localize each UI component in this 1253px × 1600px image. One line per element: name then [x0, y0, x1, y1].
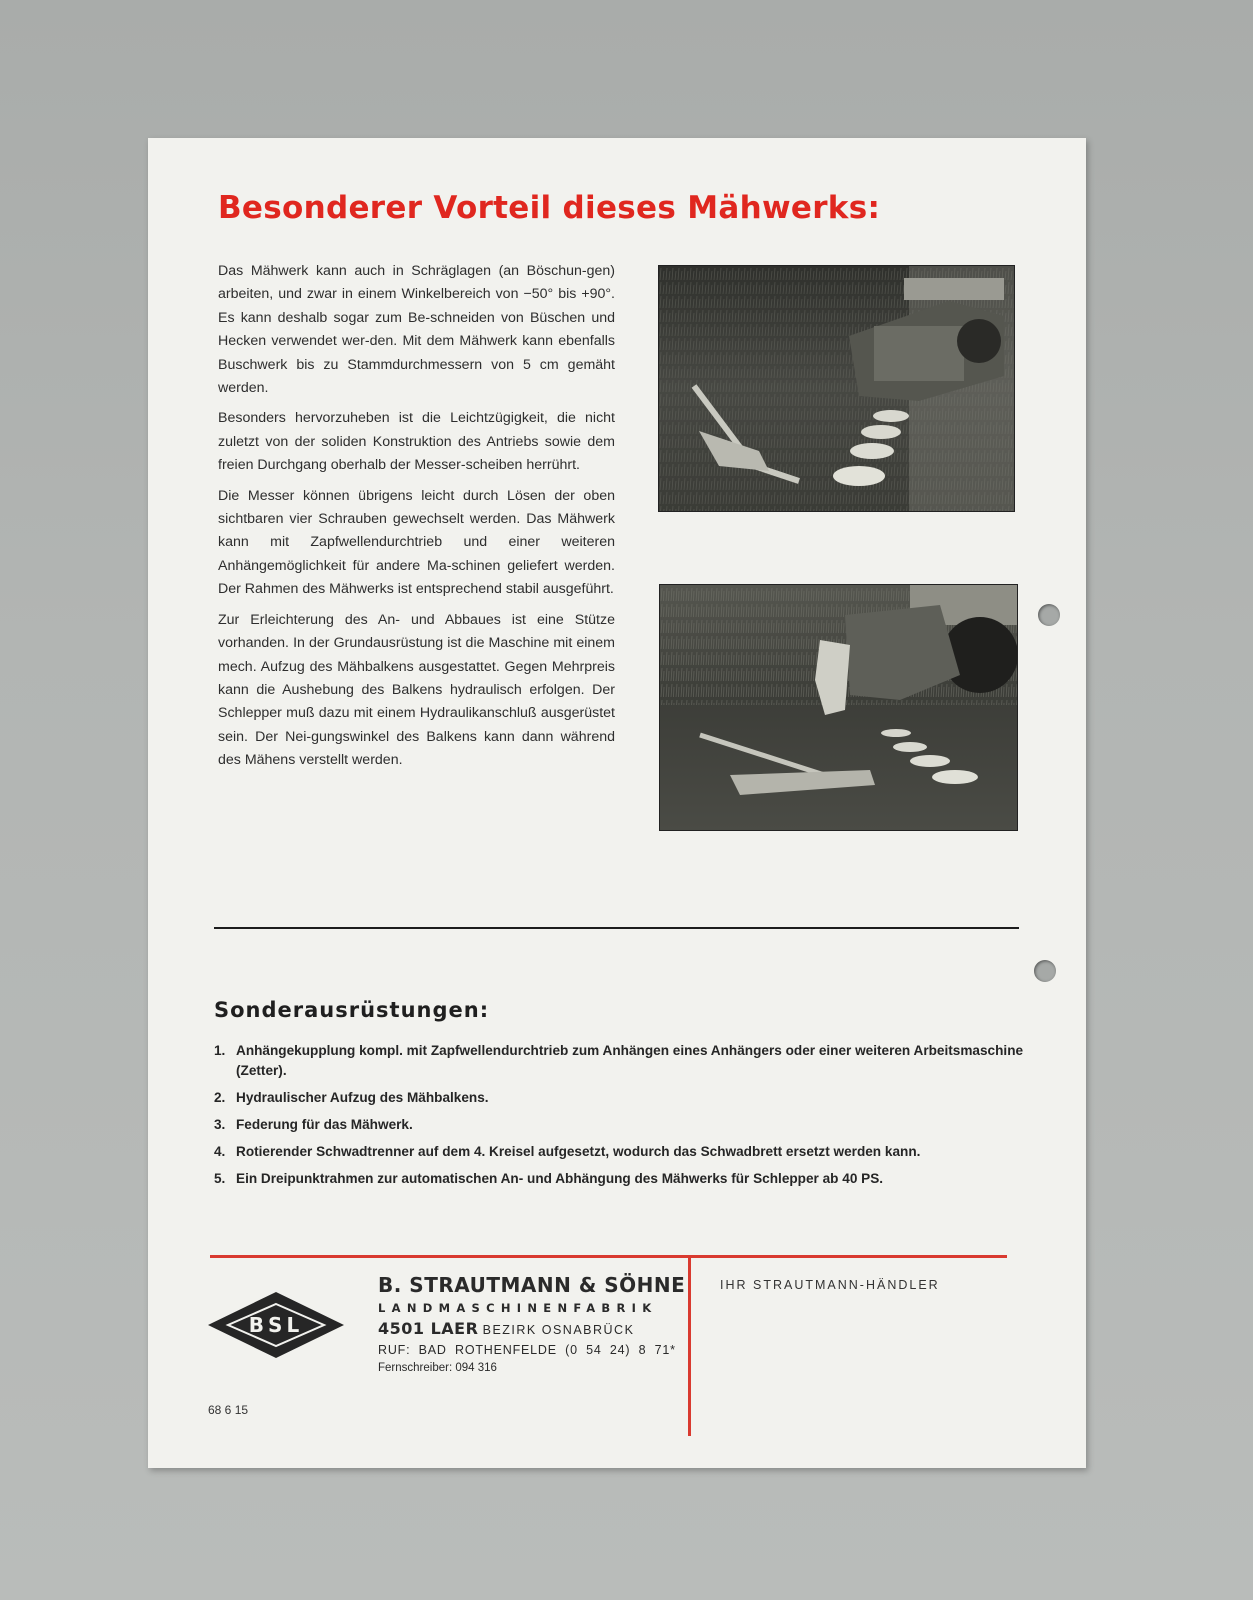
bsl-logo-icon — [206, 1290, 346, 1360]
brochure-page — [148, 138, 1086, 1468]
paragraph: Zur Erleichterung des An- und Abbaues ist eine Stütze vorhanden. In der Grundausrüstung ist die Maschine mit einem mech. Aufzug des Mähbalkens ausgestattet. Gegen Mehrpreis kann die Aushebung des Balkens hydraulisch erfolgen. Der Schlepper muß dazu mit einem Hydraulikanschluß ausgerüstet sein. Der Nei-gungswinkel des Balkens kann dann während des Mähens verstellt werden. — [218, 611, 615, 769]
list-item — [214, 1088, 1034, 1108]
special-equipment-title: Sonderausrüstungen: — [214, 998, 490, 1022]
district: BEZIRK OSNABRÜCK — [482, 1323, 635, 1337]
company-phone: RUF: BAD ROTHENFELDE (0 54 24) 8 71* — [378, 1343, 676, 1357]
mower-photo-1 — [658, 265, 1015, 512]
mower-photo-1-image — [659, 266, 1014, 511]
paragraph: Besonders hervorzuheben ist die Leichtzügigkeit, die nicht zuletzt von der soliden Konstruktion des Antriebs sowie dem freien Durchgang oberhalb der Messer-scheiben herrührt. — [218, 410, 615, 474]
item-text: Hydraulischer Aufzug des Mähbalkens. — [236, 1090, 489, 1105]
item-number: 1. — [214, 1043, 226, 1058]
bsl-logo — [206, 1290, 346, 1365]
mower-photo-2-image — [660, 585, 1017, 830]
list-item — [214, 1142, 1034, 1162]
footer-rule — [210, 1255, 1007, 1258]
body-text — [218, 260, 615, 780]
page-headline: Besonderer Vorteil dieses Mähwerks: — [218, 190, 881, 226]
dealer-label: IHR STRAUTMANN-HÄNDLER — [720, 1278, 940, 1292]
item-text: Anhängekupplung kompl. mit Zapfwellendurchtrieb zum Anhängen eines Anhängers oder einer weiteren Arbeitsmaschine (Zetter). — [236, 1043, 1024, 1078]
company-telex: Fernschreiber: 094 316 — [378, 1362, 497, 1374]
item-number: 2. — [214, 1090, 226, 1105]
paragraph: Das Mähwerk kann auch in Schräglagen (an Böschun-gen) arbeiten, und zwar in einem Winkelbereich von −50° bis +90°. Es kann deshalb sogar zum Be-schneiden von Büschen und Hecken verwendet wer-den. Mit dem Mähwerk kann ebenfalls Buschwerk bis zu Stammdurchmessern von 5 cm gemäht werden. — [218, 263, 615, 397]
divider-line — [214, 927, 1019, 929]
item-number: 3. — [214, 1117, 226, 1132]
company-city — [378, 1318, 685, 1341]
list-item — [214, 1115, 1034, 1135]
postcode-city: 4501 LAER — [378, 1319, 479, 1338]
company-name: B. STRAUTMANN & SÖHNE — [378, 1273, 686, 1297]
logo-text: BSL — [248, 1313, 304, 1337]
punch-hole — [1038, 604, 1060, 626]
list-item — [214, 1169, 1034, 1189]
item-number: 5. — [214, 1171, 226, 1186]
item-number: 4. — [214, 1144, 226, 1159]
mower-photo-2 — [659, 584, 1018, 831]
company-address — [378, 1272, 685, 1377]
footer-vertical-rule — [688, 1255, 691, 1436]
item-text: Rotierender Schwadtrenner auf dem 4. Kreisel aufgesetzt, wodurch das Schwadbrett ersetzt werden kann. — [236, 1144, 921, 1159]
item-text: Federung für das Mähwerk. — [236, 1117, 413, 1132]
company-subtitle: LANDMASCHINENFABRIK — [378, 1301, 658, 1315]
punch-hole — [1034, 960, 1056, 982]
special-equipment-list — [214, 1041, 1034, 1196]
item-text: Ein Dreipunktrahmen zur automatischen An- und Abhängung des Mähwerks für Schlepper ab 40 PS. — [236, 1171, 884, 1186]
document-number: 68 6 15 — [208, 1403, 249, 1417]
list-item — [214, 1041, 1034, 1081]
paragraph: Die Messer können übrigens leicht durch Lösen der oben sichtbaren vier Schrauben gewechselt werden. Das Mähwerk kann mit Zapfwellendurchtrieb und einer weiteren Anhängemöglichkeit für andere Ma-schinen geliefert werden. Der Rahmen des Mähwerks ist entsprechend stabil ausgeführt. — [218, 487, 615, 598]
